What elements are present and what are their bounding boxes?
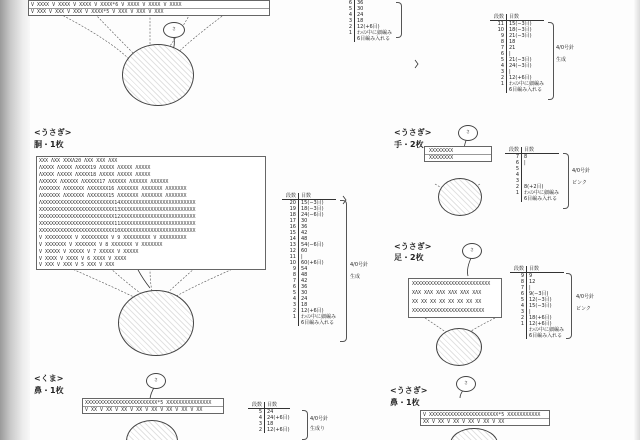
table-cell: 48 [301, 236, 308, 242]
bear-nose-title: 鼻・1枚 [34, 386, 64, 395]
table-cell: 30 [357, 6, 364, 12]
chart-row: V XXXXXXX V XXXXXXX V 8 XXXXXXX V XXXXXXX [39, 242, 163, 248]
table-header: 段数 [505, 147, 522, 153]
hand-yarn-circle [438, 178, 482, 216]
chart-row: XXXXXXXX [429, 148, 454, 154]
chart-row: ΛXXXXXX ΛXXXXXX ΛXXXXXX16 ΛXXXXXX ΛXXXXXX ΛXXXXXX [39, 186, 187, 192]
bear-nose-needle: 4/0号針 [310, 416, 329, 422]
table-cell: 4 [282, 296, 299, 302]
table-cell [505, 196, 522, 202]
table-cell: わの中に細編み [301, 314, 337, 320]
table-cell: 1 [282, 314, 299, 320]
chart-row: V XXXX V XXXX V XXXX V XXXX*6 V XXXX V XXXX V XXXX [31, 2, 182, 8]
foot-needle: 4/0号針 [576, 294, 595, 300]
table-cell: 3 [248, 421, 265, 427]
table-header: 目数 [524, 147, 535, 153]
cloud-label: さ [172, 26, 176, 31]
cloud-label: さ [470, 247, 474, 252]
chart-row: V XXXXX V XXXXX V 7 XXXXX V XXXXX [39, 249, 139, 255]
table-cell: | [529, 309, 531, 315]
chart-row: XX V XX V XX V XX V XX V XX [423, 419, 505, 425]
table-cell: 1 [505, 190, 522, 196]
table-cell: 5 [510, 297, 527, 303]
body-brace [340, 200, 347, 342]
table-header: 目数 [529, 266, 540, 272]
chart-row: XXXXXXXXXXXXXXXXXXXXXXXXX11XXXXXXXXXXXXXXXXXXXXXXXXX [39, 221, 196, 227]
table-cell: 11 [282, 254, 299, 260]
table-cell: 13 [282, 242, 299, 248]
table-cell: 21(−3目) [509, 57, 532, 63]
foot-label: <うさぎ> [394, 242, 432, 251]
table-cell: 21(−3目) [509, 33, 532, 39]
hand-needle: 4/0号針 [572, 168, 591, 174]
table-cell: 6 [505, 160, 522, 166]
bear-nose-brace [302, 410, 308, 440]
table-cell: 21 [509, 45, 516, 51]
table-cell: 2 [248, 427, 265, 433]
chart-row: ΛXXXXXX ΛXXXXXX ΛXXXXXX15 ΛXXXXXX ΛXXXXXX ΛXXXXXX [39, 193, 187, 199]
chart-row: XΛX XΛX XΛX XΛX XΛX XΛX [412, 290, 482, 296]
table-cell: 8 [490, 39, 507, 45]
chart-row: ΛXXXX ΛXXXX ΛXXXX19 ΛXXXX ΛXXXX ΛXXXX [39, 165, 151, 171]
table-header: 目数 [267, 402, 278, 408]
table-cell: 36 [301, 284, 308, 290]
table-cell: 3 [338, 18, 355, 24]
table-header: 段数 [490, 14, 507, 20]
table-cell: 4 [510, 303, 527, 309]
table-cell: 4 [248, 415, 265, 421]
rabbit-nose-stitch-chart [420, 410, 550, 426]
chart-row: ΛXXXXXXXXXXXXXXXXXXXXXXXX14XXXXXXXXXXXXXXXXXXXXXXXXX [39, 200, 196, 206]
table-cell: 54 [301, 266, 308, 272]
table-cell: 30 [301, 218, 308, 224]
table-cell: 9 [282, 266, 299, 272]
table-cell: わの中に細編み [529, 327, 565, 333]
table-cell: 24 [301, 296, 308, 302]
table-cell: 3 [510, 309, 527, 315]
table-cell: 4 [490, 63, 507, 69]
hand-label: <うさぎ> [394, 128, 432, 137]
table-cell: 5 [338, 6, 355, 12]
table-cell: 19 [282, 206, 299, 212]
hand-cloud-icon [458, 125, 478, 141]
rabbit-nose-yarn-circle [450, 428, 498, 440]
chart-row: XXXXXXXXXXXXXXXXXXXXXXXXX10XXXXXXXXXXXXXXXXXXXXXXXXX [39, 228, 196, 234]
foot-brace [566, 273, 572, 339]
chart-row: ΛXXXX ΛXXXX ΛXXXX18 ΛXXXX ΛXXXX ΛXXXX [39, 172, 151, 178]
table-cell: 18(+6目) [529, 315, 552, 321]
table-cell: 9 [529, 273, 533, 279]
foot-yarn-circle [436, 328, 482, 366]
top-right-table [490, 14, 544, 93]
table-cell: 42 [301, 230, 308, 236]
table-header: 段数 [282, 193, 299, 199]
table-cell [338, 36, 355, 42]
chart-row: V XXXXXXXXXXXXXXXXXXXXXXX*5 XXXXXXXXXXX [423, 412, 541, 418]
hand-table [505, 147, 559, 202]
table-cell: 2 [338, 24, 355, 30]
table-cell: 12(+6目) [267, 427, 290, 433]
top-yarn-circle [122, 44, 194, 106]
table-cell: | [301, 254, 303, 260]
table-cell: 2 [510, 315, 527, 321]
table-cell: 1 [338, 30, 355, 36]
table-cell: 18 [282, 212, 299, 218]
table-cell: | [509, 51, 511, 57]
table-cell: 18 [267, 421, 274, 427]
table-cell: 24 [267, 409, 274, 415]
table-cell: 36 [357, 0, 364, 6]
table-cell: | [529, 285, 531, 291]
body-table [282, 193, 336, 326]
rabbit-nose-label: <うさぎ> [390, 386, 428, 395]
table-cell: 24(−6目) [301, 212, 324, 218]
bear-nose-color: 生成り [310, 426, 326, 432]
table-cell [510, 333, 527, 339]
table-cell: 1 [510, 321, 527, 327]
chart-row: V XXX V XXX V XXX V XXXX*5 V XXX V XXX V XXX [31, 9, 164, 15]
chart-row: XXXXXXXXXXXXXXXXXXXXXXXXXX [412, 281, 491, 287]
table-cell: 16 [282, 224, 299, 230]
table-cell: 12(+6目) [529, 321, 552, 327]
table-cell: 1 [490, 81, 507, 87]
table-cell: 20 [282, 200, 299, 206]
table-cell: 8 [510, 279, 527, 285]
table-cell: 15(−3目) [301, 200, 324, 206]
hand-title: 手・2枚 [394, 140, 424, 149]
chart-row: XXXXXXXXXXXXXXXXXXXXXXXX*5 XXXXXXXXXXXXXXX [85, 400, 212, 406]
hand-stitch-chart [424, 146, 492, 162]
cloud-label: さ [466, 129, 470, 134]
rabbit-nose-cloud-icon [456, 376, 476, 392]
body-yarn-circle [118, 290, 194, 356]
table-cell: わの中に細編み [524, 190, 560, 196]
table-cell: 18 [509, 39, 516, 45]
table-cell: 5 [282, 290, 299, 296]
foot-stitch-chart [408, 278, 502, 318]
table-header: 目数 [301, 193, 312, 199]
table-cell: 14 [282, 236, 299, 242]
table-cell: 10 [282, 260, 299, 266]
table-cell: 36 [301, 224, 308, 230]
table-cell: 9 [510, 273, 527, 279]
table-cell: 9 [490, 33, 507, 39]
table-cell: 3 [490, 69, 507, 75]
table-cell: 18 [357, 18, 364, 24]
chart-row: V XX V XX V XX V XX V XX V XX V XX V XX [85, 407, 203, 413]
table-cell: 3 [282, 302, 299, 308]
table-cell: 3 [505, 178, 522, 184]
table-cell: 24 [357, 12, 364, 18]
table-cell: 6 [510, 291, 527, 297]
table-cell: 18(−3目) [509, 27, 532, 33]
table-cell: 60 [301, 248, 308, 254]
chart-row: XXXXXXXXXXXXXXXXXXXXXXXX [412, 308, 485, 314]
table-cell: 24(−3目) [509, 63, 532, 69]
table-cell: 60(+6目) [301, 260, 324, 266]
table-cell: | [509, 69, 511, 75]
bear-nose-yarn-circle [126, 420, 178, 440]
body-color: 生成 [350, 274, 361, 280]
table-cell: 6目編み入れる [524, 196, 558, 202]
table-cell: 6目編み入れる [301, 320, 335, 326]
table-cell: 5 [248, 409, 265, 415]
table-cell: 4 [505, 172, 522, 178]
table-cell: 42 [301, 278, 308, 284]
table-cell: 15(−3目) [529, 303, 552, 309]
table-cell: 12 [282, 248, 299, 254]
top-right-needle: 4/0号針 [556, 45, 575, 51]
table-cell: 10 [490, 27, 507, 33]
body-stitch-chart [36, 156, 266, 270]
table-cell: 11 [490, 21, 507, 27]
table-cell: 6 [490, 51, 507, 57]
book-spine-shadow [0, 0, 30, 440]
cloud-label: さ [464, 380, 468, 385]
top-mid-brace [396, 2, 402, 38]
table-cell: 5 [490, 57, 507, 63]
table-cell: 7 [282, 278, 299, 284]
table-cell: 12(+6目) [509, 75, 532, 81]
table-cell: 15 [282, 230, 299, 236]
table-cell: 2 [490, 75, 507, 81]
table-cell: 54(−6目) [301, 242, 324, 248]
table-cell: 6目編み入れる [529, 333, 563, 339]
foot-cloud-icon [462, 243, 482, 259]
chart-row: V XXX V XXX V 5 XXX V XXX [39, 262, 115, 268]
chart-row: XXX ΛXX XXXΛ20 ΛXX XXX ΛXX [39, 158, 118, 164]
table-cell: 8 [282, 272, 299, 278]
top-right-brace [548, 22, 554, 100]
table-cell: 8 [524, 154, 528, 160]
top-stitch-chart [28, 0, 270, 16]
table-cell: 6目編み入れる [357, 36, 391, 42]
foot-table [510, 266, 564, 339]
table-cell: 5 [505, 166, 522, 172]
table-cell: 18 [301, 302, 308, 308]
table-cell: | [524, 160, 526, 166]
table-cell: 12 [529, 279, 536, 285]
body-title: 胴・1枚 [34, 140, 64, 149]
table-cell: 6 [282, 284, 299, 290]
table-cell: わの中に細編み [509, 81, 545, 87]
cloud-label: さ [154, 377, 158, 382]
table-cell: 24(+6目) [267, 415, 290, 421]
table-cell: 48 [301, 272, 308, 278]
top-right-color: 生成 [556, 57, 567, 63]
bear-nose-stitch-chart [82, 398, 224, 414]
table-cell: 7 [510, 285, 527, 291]
table-cell: 7 [490, 45, 507, 51]
table-cell: 12(+6目) [301, 308, 324, 314]
chart-row: XXXXXXXXXXXXXXXXXXXXXXXXX13XXXXXXXXXXXXXXXXXXXXXXXXX [39, 207, 196, 213]
table-cell: 18(−3目) [301, 206, 324, 212]
table-cell: 6目編み入れる [509, 87, 543, 93]
table-cell: 30 [301, 290, 308, 296]
table-cell: 9(−3目) [529, 291, 549, 297]
chart-row: XXXXXXXX [429, 155, 454, 161]
chart-row: XX XX XX XX XX XX XX XX [412, 299, 482, 305]
table-cell: 2 [505, 184, 522, 190]
table-header: 目数 [509, 14, 520, 20]
table-cell: 4 [338, 12, 355, 18]
bear-nose-table [248, 402, 290, 433]
body-needle: 4/0号針 [350, 262, 369, 268]
table-header: 段数 [510, 266, 527, 272]
scan-edge [634, 0, 640, 440]
table-cell: 12(+6目) [357, 24, 380, 30]
table-header: 段数 [248, 402, 265, 408]
bear-nose-cloud-icon [146, 373, 166, 389]
table-cell: 7 [505, 154, 522, 160]
table-cell [282, 320, 299, 326]
chart-row: XXXXXXXXXXXXXXXXXXXXXXXXX12XXXXXXXXXXXXXXXXXXXXXXXXX [39, 214, 196, 220]
hand-color: ピンク [572, 180, 587, 186]
chart-row: V XXXX V XXXX V 6 XXXX V XXXX [39, 256, 127, 262]
table-cell: 2 [282, 308, 299, 314]
foot-color: ピンク [576, 306, 591, 312]
table-cell [490, 87, 507, 93]
table-cell: 17 [282, 218, 299, 224]
table-cell: 15(−3目) [509, 21, 532, 27]
foot-title: 足・2枚 [394, 253, 424, 262]
hand-brace [563, 153, 569, 209]
rabbit-nose-title: 鼻・1枚 [390, 398, 420, 407]
table-cell: わの中に細編み [357, 30, 393, 36]
chart-row: V XXXXXXXXX V XXXXXXXXX V 9 XXXXXXXXX V XXXXXXXXX [39, 235, 187, 241]
table-cell: 8(+2目) [524, 184, 544, 190]
top-cloud-icon [163, 22, 185, 38]
chart-row: ΛXXXXX ΛXXXXX ΛXXXXX17 ΛXXXXX ΛXXXXX ΛXXXXX [39, 179, 169, 185]
table-cell: 12(−3目) [529, 297, 552, 303]
top-mid-table [338, 0, 392, 42]
table-cell: 6 [338, 0, 355, 6]
body-label: <うさぎ> [34, 128, 72, 137]
bear-nose-label: <くま> [34, 374, 64, 383]
